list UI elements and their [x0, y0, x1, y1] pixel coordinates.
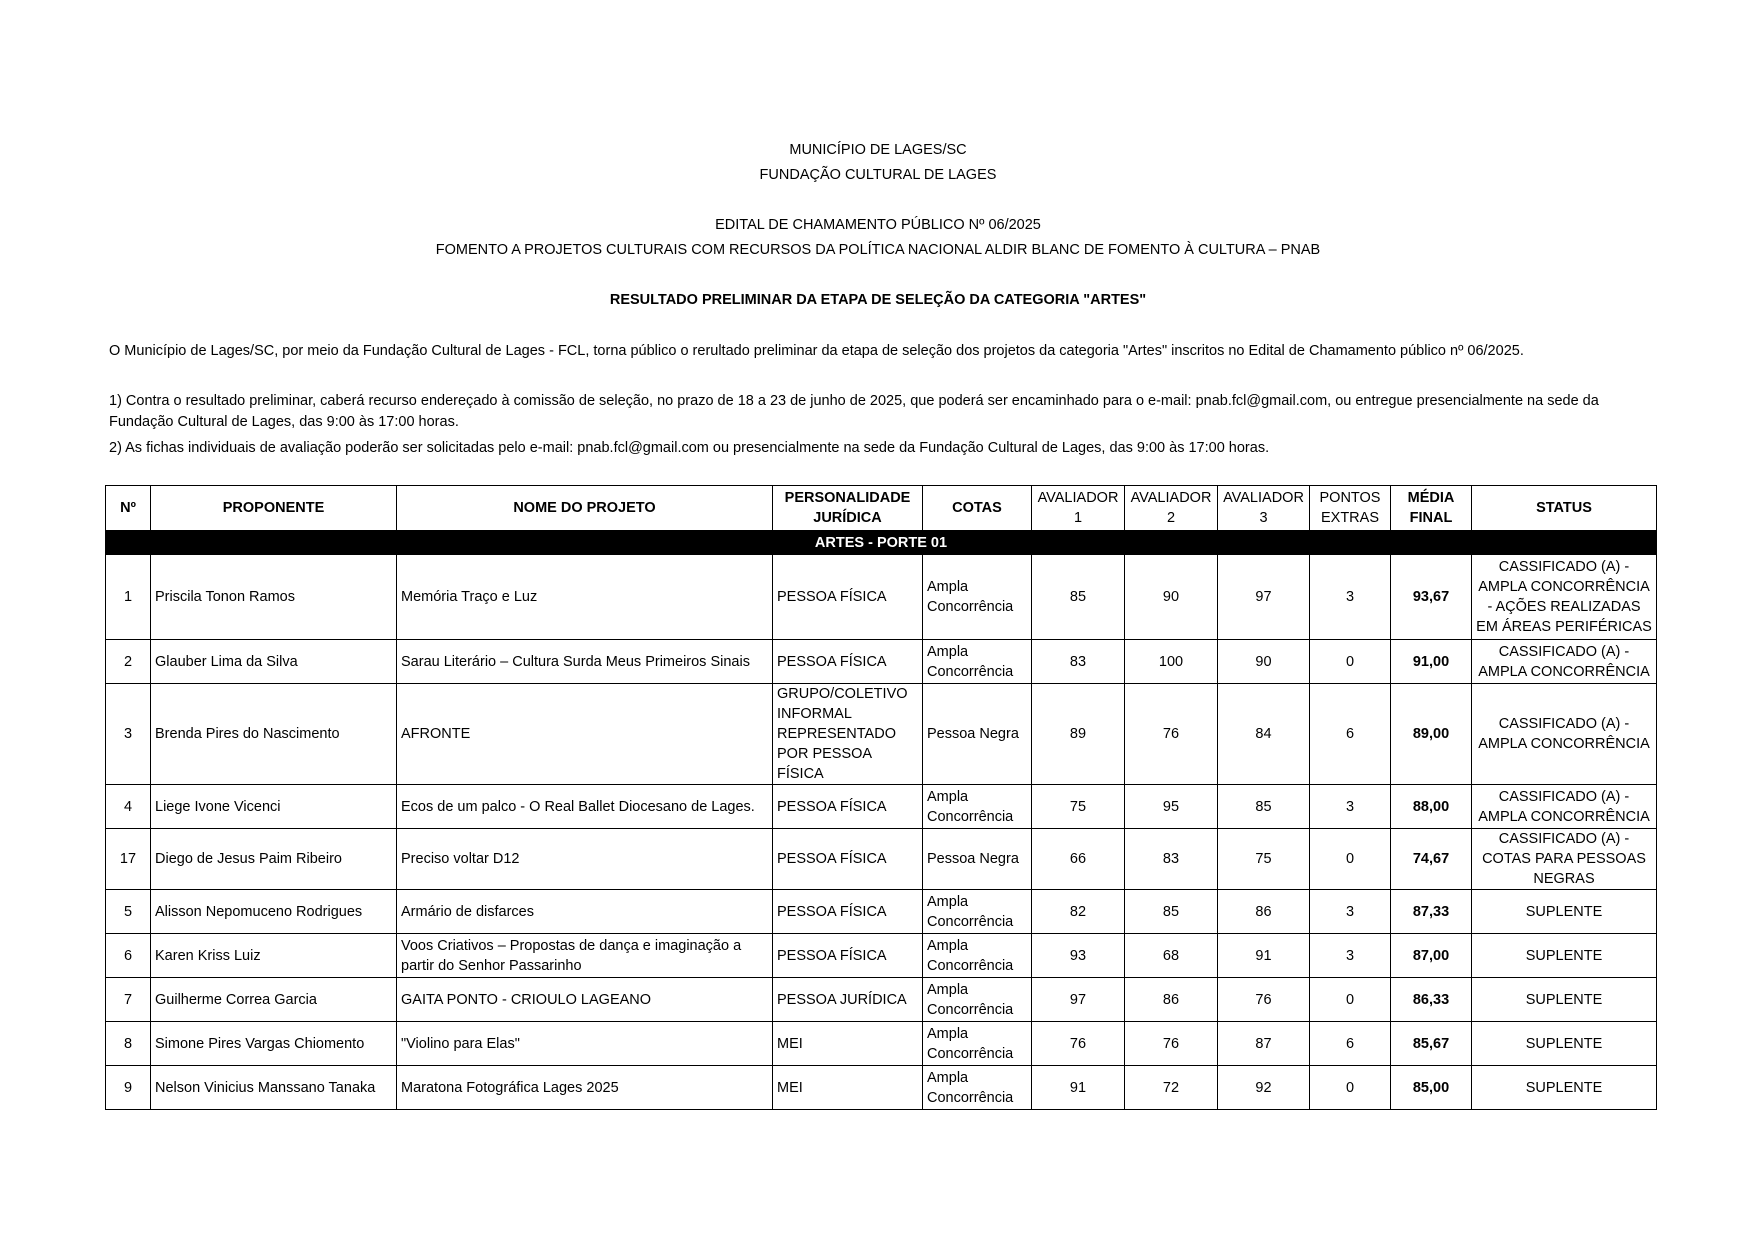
cell-media-final: 93,67 [1391, 555, 1472, 640]
cell-status: CASSIFICADO (A) - AMPLA CONCORRÊNCIA [1472, 785, 1657, 829]
cell-pontos-extras: 3 [1310, 785, 1391, 829]
table-row [106, 1066, 1657, 1110]
cell-avaliador-2: 72 [1125, 1066, 1218, 1110]
header-pontos-extras: PONTOS EXTRAS [1310, 486, 1391, 531]
cell-proponente: Guilherme Correa Garcia [151, 978, 397, 1022]
cell-projeto: AFRONTE [397, 684, 773, 785]
cell-personalidade: PESSOA FÍSICA [773, 829, 923, 890]
cell-avaliador-3: 90 [1218, 640, 1310, 684]
cell-media-final: 87,00 [1391, 934, 1472, 978]
municipality-line: MUNICÍPIO DE LAGES/SC [789, 142, 967, 158]
edital-line: EDITAL DE CHAMAMENTO PÚBLICO Nº 06/2025 [715, 217, 1041, 233]
cell-pontos-extras: 0 [1310, 829, 1391, 890]
cell-proponente: Liege Ivone Vicenci [151, 785, 397, 829]
cell-personalidade: GRUPO/COLETIVO INFORMAL REPRESENTADO POR PESSOA FÍSICA [773, 684, 923, 785]
cell-avaliador-3: 87 [1218, 1022, 1310, 1066]
header-avaliador-3: AVALIADOR 3 [1218, 486, 1310, 531]
cell-num: 1 [106, 555, 151, 640]
cell-avaliador-1: 66 [1032, 829, 1125, 890]
cell-cotas: Ampla Concorrência [923, 555, 1032, 640]
cell-avaliador-2: 85 [1125, 890, 1218, 934]
cell-avaliador-1: 85 [1032, 555, 1125, 640]
cell-avaliador-3: 91 [1218, 934, 1310, 978]
cell-avaliador-3: 97 [1218, 555, 1310, 640]
header-projeto: NOME DO PROJETO [397, 486, 773, 531]
cell-num: 17 [106, 829, 151, 890]
table-row [106, 1022, 1657, 1066]
cell-avaliador-2: 76 [1125, 684, 1218, 785]
cell-num: 4 [106, 785, 151, 829]
table-header-row [106, 486, 1657, 531]
cell-avaliador-3: 92 [1218, 1066, 1310, 1110]
cell-cotas: Pessoa Negra [923, 684, 1032, 785]
table-row [106, 785, 1657, 829]
cell-avaliador-1: 76 [1032, 1022, 1125, 1066]
document-title: RESULTADO PRELIMINAR DA ETAPA DE SELEÇÃO DA CATEGORIA "ARTES" [609, 292, 1147, 308]
cell-avaliador-2: 95 [1125, 785, 1218, 829]
cell-projeto: Voos Criativos – Propostas de dança e imaginação a partir do Senhor Passarinho [397, 934, 773, 978]
cell-num: 9 [106, 1066, 151, 1110]
cell-proponente: Glauber Lima da Silva [151, 640, 397, 684]
header-num: Nº [106, 486, 151, 531]
appeal-paragraph: 1) Contra o resultado preliminar, caberá recurso endereçado à comissão de seleção, no prazo de 18 a 23 de junho de 2025, que poderá ser encaminhado para o e-mail: pnab.fcl@gmail.com, ou entregue presencialmente na sede da Fundação Cultural de Lages, das 9:00 às 17:00 horas. [109, 393, 1599, 430]
table-row [106, 978, 1657, 1022]
cell-avaliador-1: 83 [1032, 640, 1125, 684]
cell-proponente: Karen Kriss Luiz [151, 934, 397, 978]
table-row [106, 829, 1657, 890]
header-proponente: PROPONENTE [151, 486, 397, 531]
cell-pontos-extras: 0 [1310, 1066, 1391, 1110]
header-cotas: COTAS [923, 486, 1032, 531]
cell-num: 7 [106, 978, 151, 1022]
cell-media-final: 85,67 [1391, 1022, 1472, 1066]
cell-cotas: Ampla Concorrência [923, 978, 1032, 1022]
table-row [106, 684, 1657, 785]
cell-proponente: Simone Pires Vargas Chiomento [151, 1022, 397, 1066]
cell-cotas: Pessoa Negra [923, 829, 1032, 890]
cell-pontos-extras: 6 [1310, 1022, 1391, 1066]
cell-projeto: Armário de disfarces [397, 890, 773, 934]
foundation-line: FUNDAÇÃO CULTURAL DE LAGES [759, 167, 997, 183]
cell-proponente: Alisson Nepomuceno Rodrigues [151, 890, 397, 934]
cell-pontos-extras: 6 [1310, 684, 1391, 785]
cell-media-final: 89,00 [1391, 684, 1472, 785]
cell-status: SUPLENTE [1472, 934, 1657, 978]
cell-num: 5 [106, 890, 151, 934]
cell-pontos-extras: 3 [1310, 555, 1391, 640]
table-row [106, 640, 1657, 684]
table-row [106, 890, 1657, 934]
cell-projeto: Preciso voltar D12 [397, 829, 773, 890]
cell-media-final: 87,33 [1391, 890, 1472, 934]
header-status: STATUS [1472, 486, 1657, 531]
cell-personalidade: PESSOA FÍSICA [773, 934, 923, 978]
cell-cotas: Ampla Concorrência [923, 785, 1032, 829]
cell-avaliador-2: 90 [1125, 555, 1218, 640]
cell-media-final: 88,00 [1391, 785, 1472, 829]
cell-pontos-extras: 3 [1310, 890, 1391, 934]
cell-personalidade: MEI [773, 1022, 923, 1066]
section-label: ARTES - PORTE 01 [106, 531, 1657, 555]
cell-num: 2 [106, 640, 151, 684]
cell-personalidade: PESSOA FÍSICA [773, 890, 923, 934]
cell-status: CASSIFICADO (A) - COTAS PARA PESSOAS NEGRAS [1472, 829, 1657, 890]
cell-proponente: Priscila Tonon Ramos [151, 555, 397, 640]
intro-paragraph: O Município de Lages/SC, por meio da Fundação Cultural de Lages - FCL, torna público o rerultado preliminar da etapa de seleção dos projetos da categoria "Artes" inscritos no Edital de Chamamento público nº 06/2025. [109, 343, 1524, 359]
cell-personalidade: PESSOA FÍSICA [773, 785, 923, 829]
cell-avaliador-2: 83 [1125, 829, 1218, 890]
cell-num: 8 [106, 1022, 151, 1066]
cell-status: SUPLENTE [1472, 890, 1657, 934]
cell-status: SUPLENTE [1472, 1022, 1657, 1066]
cell-num: 3 [106, 684, 151, 785]
cell-avaliador-2: 68 [1125, 934, 1218, 978]
header-personalidade: PERSONALIDADE JURÍDICA [773, 486, 923, 531]
cell-media-final: 74,67 [1391, 829, 1472, 890]
cell-cotas: Ampla Concorrência [923, 1022, 1032, 1066]
cell-personalidade: PESSOA JURÍDICA [773, 978, 923, 1022]
cell-avaliador-3: 76 [1218, 978, 1310, 1022]
cell-num: 6 [106, 934, 151, 978]
cell-media-final: 86,33 [1391, 978, 1472, 1022]
cell-projeto: Ecos de um palco - O Real Ballet Diocesano de Lages. [397, 785, 773, 829]
evaluation-forms-paragraph: 2) As fichas individuais de avaliação poderão ser solicitadas pelo e-mail: pnab.fcl@gmail.com ou presencialmente na sede da Fundação Cultural de Lages, das 9:00 às 17:00 horas. [109, 440, 1270, 456]
cell-avaliador-1: 91 [1032, 1066, 1125, 1110]
cell-cotas: Ampla Concorrência [923, 640, 1032, 684]
cell-status: SUPLENTE [1472, 1066, 1657, 1110]
cell-proponente: Brenda Pires do Nascimento [151, 684, 397, 785]
cell-pontos-extras: 0 [1310, 640, 1391, 684]
cell-media-final: 91,00 [1391, 640, 1472, 684]
cell-projeto: Maratona Fotográfica Lages 2025 [397, 1066, 773, 1110]
cell-proponente: Nelson Vinicius Manssano Tanaka [151, 1066, 397, 1110]
cell-status: CASSIFICADO (A) - AMPLA CONCORRÊNCIA [1472, 640, 1657, 684]
cell-personalidade: PESSOA FÍSICA [773, 640, 923, 684]
cell-avaliador-2: 76 [1125, 1022, 1218, 1066]
cell-avaliador-1: 93 [1032, 934, 1125, 978]
cell-projeto: GAITA PONTO - CRIOULO LAGEANO [397, 978, 773, 1022]
cell-avaliador-2: 100 [1125, 640, 1218, 684]
cell-proponente: Diego de Jesus Paim Ribeiro [151, 829, 397, 890]
cell-avaliador-1: 82 [1032, 890, 1125, 934]
cell-pontos-extras: 0 [1310, 978, 1391, 1022]
program-line: FOMENTO A PROJETOS CULTURAIS COM RECURSOS DA POLÍTICA NACIONAL ALDIR BLANC DE FOMENTO À CULTURA – PNAB [435, 242, 1321, 258]
section-row [106, 531, 1657, 555]
header-avaliador-2: AVALIADOR 2 [1125, 486, 1218, 531]
cell-media-final: 85,00 [1391, 1066, 1472, 1110]
document-header [0, 138, 1756, 313]
table-row [106, 934, 1657, 978]
cell-avaliador-1: 75 [1032, 785, 1125, 829]
cell-status: CASSIFICADO (A) - AMPLA CONCORRÊNCIA [1472, 684, 1657, 785]
cell-avaliador-3: 84 [1218, 684, 1310, 785]
header-media-final: MÉDIA FINAL [1391, 486, 1472, 531]
cell-personalidade: MEI [773, 1066, 923, 1110]
cell-avaliador-3: 75 [1218, 829, 1310, 890]
cell-cotas: Ampla Concorrência [923, 1066, 1032, 1110]
cell-projeto: Memória Traço e Luz [397, 555, 773, 640]
cell-avaliador-3: 86 [1218, 890, 1310, 934]
cell-status: CASSIFICADO (A) - AMPLA CONCORRÊNCIA - AÇÕES REALIZADAS EM ÁREAS PERIFÉRICAS [1472, 555, 1657, 640]
cell-avaliador-1: 97 [1032, 978, 1125, 1022]
cell-projeto: Sarau Literário – Cultura Surda Meus Primeiros Sinais [397, 640, 773, 684]
cell-pontos-extras: 3 [1310, 934, 1391, 978]
cell-personalidade: PESSOA FÍSICA [773, 555, 923, 640]
cell-avaliador-2: 86 [1125, 978, 1218, 1022]
cell-avaliador-1: 89 [1032, 684, 1125, 785]
results-table [105, 485, 1657, 1110]
cell-projeto: "Violino para Elas" [397, 1022, 773, 1066]
cell-status: SUPLENTE [1472, 978, 1657, 1022]
cell-cotas: Ampla Concorrência [923, 890, 1032, 934]
cell-cotas: Ampla Concorrência [923, 934, 1032, 978]
cell-avaliador-3: 85 [1218, 785, 1310, 829]
table-row [106, 555, 1657, 640]
header-avaliador-1: AVALIADOR 1 [1032, 486, 1125, 531]
